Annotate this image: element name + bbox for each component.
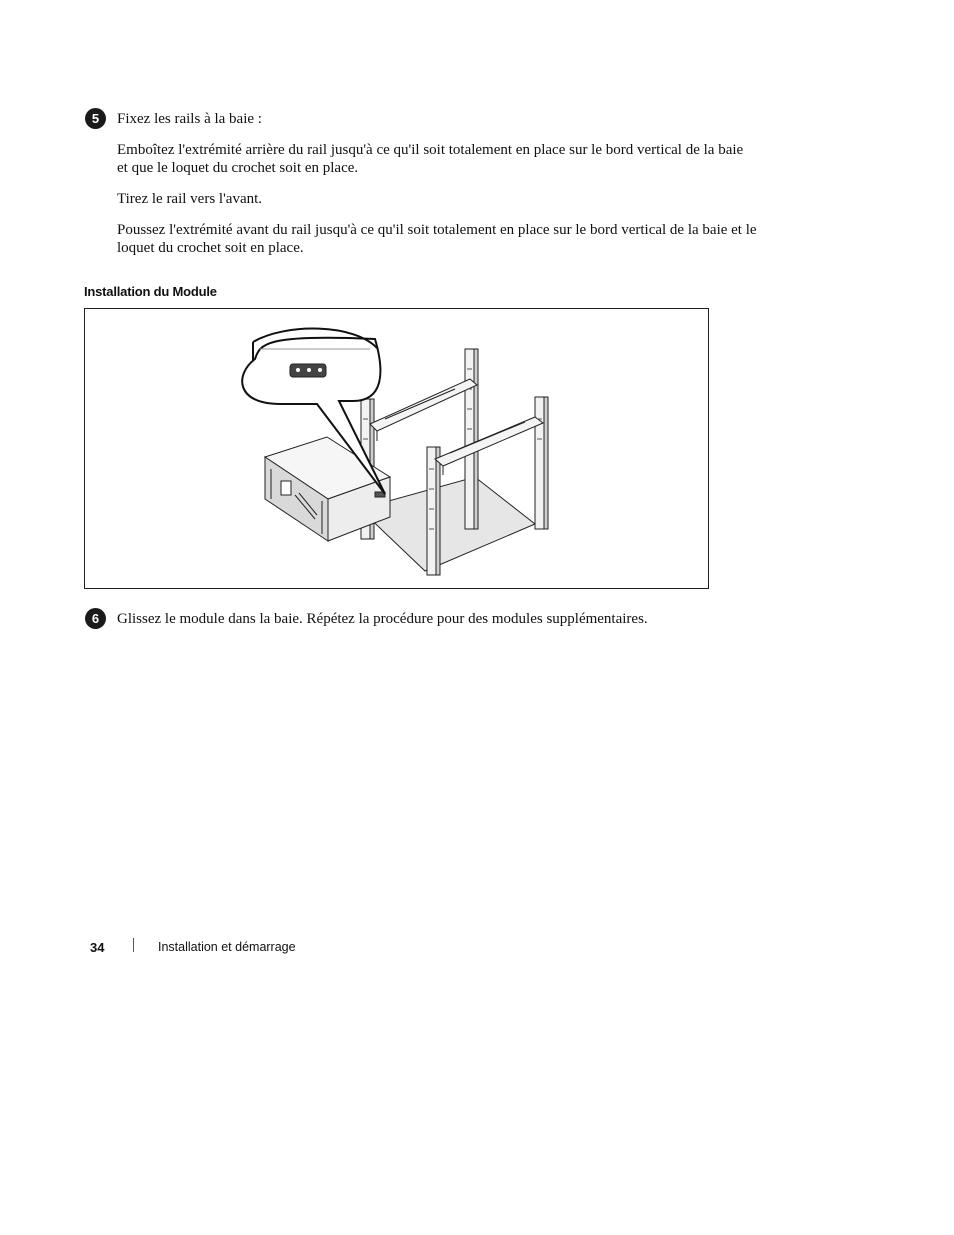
page-number: 34 — [90, 940, 105, 955]
step-5-paragraph-3: Poussez l'extrémité avant du rail jusqu'à ce qu'il soit totalement en place sur le bord vertical de la baie et le loquet du crochet soit en place. — [117, 222, 757, 256]
step-5-paragraph-2: Tirez le rail vers l'avant. — [117, 191, 263, 207]
figure-caption: Installation du Module — [84, 284, 217, 299]
figure-frame — [84, 308, 709, 589]
footer-section-title: Installation et démarrage — [158, 940, 296, 954]
step-5-intro: Fixez les rails à la baie : — [117, 111, 262, 127]
rack-module-installation-illustration — [85, 309, 708, 588]
footer-separator — [133, 938, 134, 952]
step-6-text: Glissez le module dans la baie. Répétez la procédure pour des modules supplémentaires. — [117, 611, 648, 627]
step-6-badge: 6 — [85, 608, 106, 629]
step-5-badge: 5 — [85, 108, 106, 129]
step-5-paragraph-1: Emboîtez l'extrémité arrière du rail jusqu'à ce qu'il soit totalement en place sur le bord vertical de la baie et que le loquet du crochet soit en place. — [117, 142, 744, 176]
